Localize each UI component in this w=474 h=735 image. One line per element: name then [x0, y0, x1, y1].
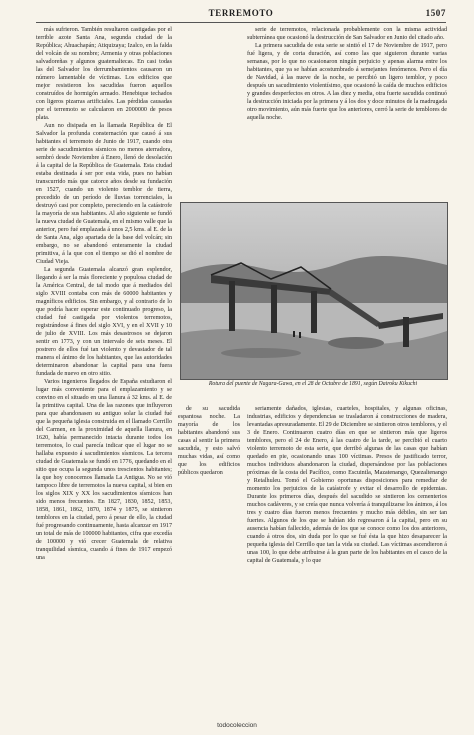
- middle-column-bottom: [178, 405, 240, 705]
- watermark: todocoleccion: [217, 722, 257, 729]
- paragraph: seriamente dañados, iglesias, cuarteles, hospitales, y algunas oficinas, industrias, edificios y dependencias se trasladaron á construcciones de madera, levantadas apresuradamente. El 29 de Diciembre se sintieron otros temblores, y el 3 de Enero. Continuaron cuatro días en que se sintieron más que ligeros temblores, pero el 24 de Enero, á las cuatro de la tarde, se percibió el cuarto violento terremoto de esta serie, que derribó algunas de las casas que habían quedado en pie, ocasionando unas 100 víctimas. Presos de justificado terror, muchos individuos abandonaron la ciudad, dispersándose por las poblaciones próximas de la costa del Pacífico, como Escuintla, Mazatenango, Quezaltenango y Retalhuleu. Tomó el Gobierno oportunas disposiciones para remediar de momento los perjuicios de la catástrofe y evitar el desarrollo de epidemias. Durante los primeros días, después del sacudido se sintieron los cementerios muchos cadáveres, y se creía que nunca volvería á tranquilizarse los ánimos, á los tres y cuatro días fueron menos frecuentes y mucho más débiles, sin ser tan fuertes. Algunos de los que se habían ido regresaron á la capital, pero en su ausencia habían fallecido, además de los que se conoce como los dos anteriores, cuando á otros dos, sin duda por lo que se fué ésta la que hizo desaparecer la pequeña iglesia del Cerrillo que tan la vida su ciudad. Las víctimas ascendieron á unas 100, lo que debe atribuirse á la gran parte de los habitantes en el casco de la capital de Guatemala, y lo que: [247, 406, 447, 564]
- paragraph: más sufrieron. También resultaron castigadas por el terrible azote Santa Ana, segunda ciudad de la República; Ahuachapán; Atiquizaya; Izalco, en la falda del volcán de su nombre; Armenia y otras poblaciones salvadoreñas y algunos guatemaltecas. En casi todas las del Salvador los derrumbamientos causaron un número lamentable de víctimas. Los edificios que mejor resistieron los sacudidas fueron aquellos construídos de hormigón armado. Henebique techados con ligeros pizarras artificiales. Las pérdidas causadas por el terremoto se calcularon en 2000000 de pesos plata.: [36, 27, 172, 121]
- right-column-top: [247, 26, 447, 196]
- figure-caption: Rotura del puente de Nagara-Gawa, en el 28 de Octubre de 1891, según Dairoku Kikuchi: [208, 381, 418, 387]
- paragraph: La segunda Guatemala alcanzó gran esplendor, llegando á ser la más floreciente y populosa ciudad de la América Central, de tal modo que á mediados del siglo XVIII contaba con más de 60000 habitantes y magníficos edificios. Sin embargo, y al contrario de lo que podría hacer esperar este continuado progreso, la ciudad fué castigada por violentos terremotos, registrándose á fines del siglo XVI, y en el XVII y 10 de julio de XVIII. Los más desastrosos se dejaron sentir en 1773, y con un intervalo de seis meses. El postrero de ellos fué tan violento y devastador de tal manera el ánimo de los habitantes, que las autoridades determinaron abandonar la capital para una fuera fundada de nuevo en otro sitio.: [36, 267, 172, 377]
- left-column: [36, 26, 172, 706]
- paragraph: de su sacudida espantosa noche. La mayoría de los habitantes abandonó sus casas al sentir la primera sacudida, y esto salvó muchas vidas, así como que los edificios públicos quedaron: [178, 406, 240, 476]
- right-column-bottom: [247, 405, 447, 705]
- header-rule: [36, 22, 446, 23]
- page-header: [36, 8, 446, 22]
- bridge-photograph: [180, 202, 448, 380]
- bridge-illustration: [181, 203, 447, 379]
- running-title: TERREMOTO: [208, 8, 274, 18]
- paragraph: serie de terremotos, relacionada probablemente con la misma actividad subterránea que ocasionó la destrucción de San Salvador en Junio del citado año.: [247, 27, 447, 41]
- paragraph: La primera sacudida de esta serie se sintió el 17 de Noviembre de 1917, pero fué ligera, y de corta duración, así como las que siguieron durante varias semanas, por lo que no ocasionaron ningún perjuicio y apenas alarma entre los habitantes, que ya se habían acostumbrado á semejantes fenómenos. Pero el día de Navidad, á las nueve de la noche, se percibió un ligero temblor, y poco después un sacudimiento violentísimo, que ocasionó la caída de muchos edificios y grandes desperfectos en otros. A las diez y media, otra fuerte sacudida continuó la destrucción iniciada por la primera y á los dos y doce minutos de la madrugada otro movimiento, aún más fuerte que los anteriores, cerró la serie de temblores de aquella noche.: [247, 43, 447, 121]
- page-number: 1507: [425, 8, 446, 18]
- paragraph: Aun no disipada en la llamada República de El Salvador la profunda consternación que causó á sus habitantes el terremoto de Junio de 1917, cuando otra serie de sacudimientos sísmicos no menos aterradora, sembró desde Noviembre á Enero, llenó de desolación á la capital de la República de Guatemala. Esta ciudad estaba destinada á ser por esta vida, pues no habían transcurrido más que catorce años desde su fundación en 1527, cuando un violento temblor de tierra, precedido de un período de lluvias torrenciales, la destruyó casi por completo, pereciendo en la catástrofe la mayoría de sus habitantes. Al año siguiente se fundó la nueva ciudad de Guatemala, en el mismo valle que la anterior, pero fué emplazada á unos 2,5 kms. al E. de la de Santa Ana, algo apartada de la base del volcán; sin embargo, no se abandonó enteramente la ciudad primitiva, á la que con el tiempo se dió el nombre de Ciudad Vieja.: [36, 123, 172, 265]
- paragraph: Varios ingenieros llegados de España estudiaron el lugar más conveniente para el emplazamiento y se convino en el situado en una llanura á 32 kms. al E. de la primitiva capital. Una de las razones que influyeron para que abandonasen su antiguo solar la ciudad fué que la pequeña iglesia construida en el llamado Cerrillo del Carmen, en la proximidad de aquella llanura, en 1620, había permanecido intacta durante todos los terremotos, lo cual parecía indicar que el lugar no se hallaba expuesto á sacudimientos sísmicos. La tercera ciudad de Guatemala se fundó en 1776, quedando en el sitio que ocupa la segunda unos trescientos habitantes; la que hoy conocemos llamada La Antigua. No se vió tampoco libre de terremotos la nueva capital, si bien en los siglos XIX y XX los sacudimientos sísmicos han sido menos frecuentes. En 1827, 1830, 1852, 1853, 1858, 1861, 1862, 1870, 1874 y 1875, se sintieron temblores en la ciudad, pero á pesar de ello, la ciudad fué progresando continuamente, hasta alcanzar en 1917 un total de más de 100000 habitantes, cifra que excedía de 100000 y vió crecer Guatemala de relativa tranquilidad sísmica, cuando á fines de 1917 empezó una: [36, 379, 172, 561]
